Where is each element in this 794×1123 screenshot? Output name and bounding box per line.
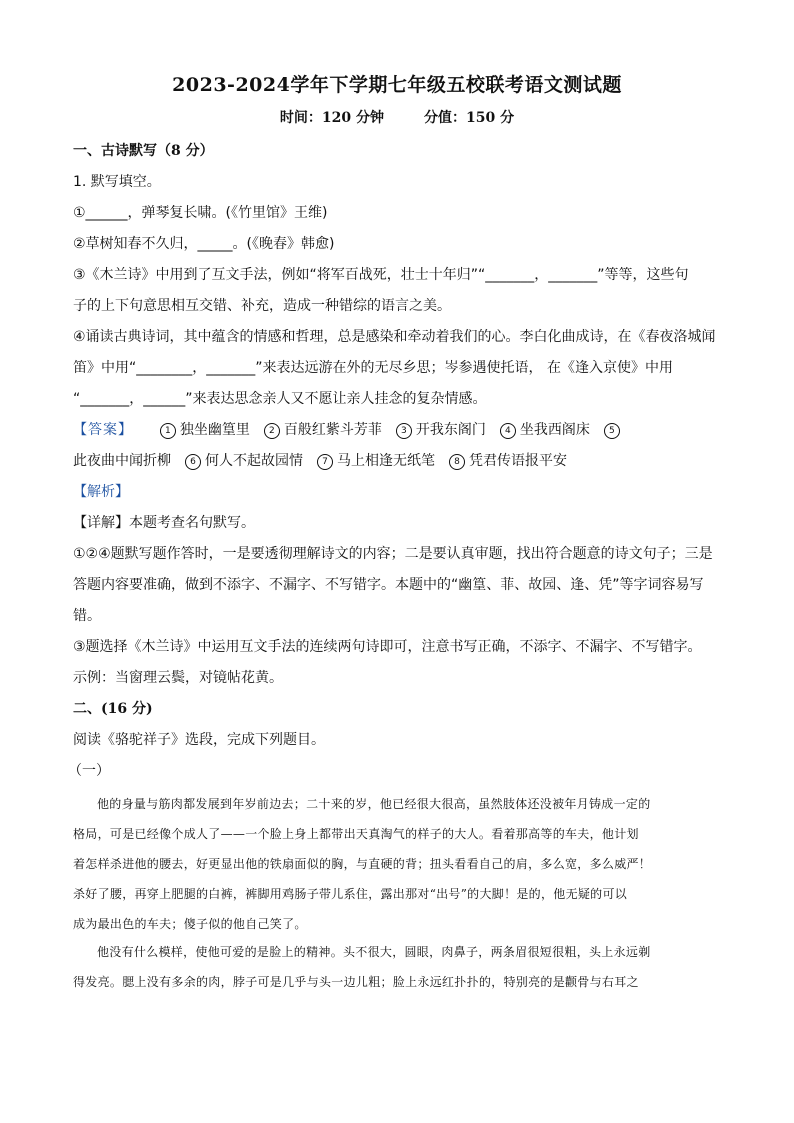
- example-line: 示例：当窗理云鬓，对镜帖花黄。: [73, 670, 283, 686]
- fill-item-3-line1: ③《木兰诗》中用到了互文手法，例如“将军百战死，壮士十年归”“_______，_______”等等，这些句: [73, 267, 689, 283]
- detail-2-line1: ①②④题默写题作答时，一是要透彻理解诗文的内容；二是要认真审题，找出符合题意的诗文句子；三是: [73, 546, 713, 562]
- answer-text: 坐我西阁床: [519, 422, 590, 438]
- answer-number-circle: 7: [317, 454, 333, 470]
- fill-item-4-line2: 笛》中用“________，_______”来表达远游在外的无尽乡思；岑参遇使托语， 在《逢入京使》中用: [73, 360, 673, 376]
- answer-number-circle: 1: [160, 423, 176, 439]
- answer-item: [396, 420, 486, 440]
- detail-2-line2: 答题内容要准确，做到不添字、不漏字、不写错字。本题中的“幽篁、菲、故园、逢、凭”等字词容易写: [73, 577, 704, 593]
- answer-item: [264, 420, 382, 440]
- detail-line: 【详解】本题考查名句默写。: [73, 515, 255, 531]
- answer-text: 开我东阁门: [415, 422, 486, 438]
- answer-number-circle: 6: [185, 454, 201, 470]
- passage-line: 格局，可是已经像个成人了——一个脸上身上都带出天真淘气的样子的大人。看着那高等的车夫，他计划: [73, 827, 639, 841]
- answer-text: 独坐幽篁里: [179, 422, 250, 438]
- answer-number-circle: 2: [264, 423, 280, 439]
- part-label: （一）: [68, 763, 110, 779]
- score-label: 分值：150 分: [424, 110, 515, 126]
- exam-info: [0, 107, 794, 127]
- answer-item: [604, 420, 624, 440]
- answer-line-1: [73, 420, 733, 440]
- passage-line: 他没有什么模样，使他可爱的是脸上的精神。头不很大，圆眼，肉鼻子，两条眉很短很粗，头上永远剃: [97, 945, 651, 959]
- answer-number-circle: 4: [500, 423, 516, 439]
- fill-item-1: ①______，弹琴复长啸。(《竹里馆》王维): [73, 205, 328, 221]
- answer-tag: 【答案】: [73, 422, 133, 438]
- answer-item: [185, 451, 303, 471]
- answer-item: [449, 451, 567, 471]
- time-label: 时间：120 分钟: [279, 110, 384, 126]
- passage-line: 着怎样杀进他的腰去，好更显出他的铁扇面似的胸，与直硬的背；扭头看看自己的肩，多么宽，多么威严！: [73, 857, 652, 871]
- fill-item-2: ②草树知春不久归，_____。(《晚春》韩愈): [73, 236, 335, 252]
- analysis-tag: 【解析】: [73, 484, 129, 500]
- answer-number-circle: 8: [449, 454, 465, 470]
- fill-item-4-line1: ④诵读古典诗词，其中蕴含的情感和哲理，总是感染和牵动着我们的心。李白化曲成诗，在《春夜洛城闻: [73, 329, 716, 345]
- answer-item: [317, 451, 435, 471]
- answer-text: 凭君传语报平安: [469, 453, 567, 469]
- answer-number-circle: 3: [396, 423, 412, 439]
- detail-3-line: ③题选择《木兰诗》中运用互文手法的连续两句诗即可，注意书写正确，不添字、不漏字、不写错字。: [73, 639, 702, 655]
- answer-number-circle: 5: [604, 423, 620, 439]
- section1-heading: 一、古诗默写（8 分）: [73, 143, 214, 159]
- passage-line: 他的身量与筋肉都发展到年岁前边去；二十来的岁，他已经很大很高，虽然肢体还没被年月铸成一定的: [97, 797, 651, 811]
- page-title: 2023-2024学年下学期七年级五校联考语文测试题: [172, 74, 622, 96]
- section2-heading: 二、(16 分): [73, 701, 153, 717]
- answer-text: 何人不起故园情: [205, 453, 303, 469]
- passage-line: 成为最出色的车夫；傻子似的他自己笑了。: [73, 917, 307, 931]
- passage-line: 得发亮。腮上没有多余的肉，脖子可是几乎与头一边儿粗；脸上永远红扑扑的，特别亮的是颧骨与右耳之: [73, 975, 639, 989]
- answer-text: 马上相逢无纸笔: [337, 453, 435, 469]
- fill-item-4-line3: “_______，______”来表达思念亲人又不愿让亲人挂念的复杂情感。: [73, 391, 487, 407]
- answer-item: [73, 451, 171, 471]
- answer-item: [500, 420, 590, 440]
- answer-text: 此夜曲中闻折柳: [73, 453, 171, 469]
- answer-line-2: [73, 451, 733, 471]
- section2-intro: 阅读《骆驼祥子》选段，完成下列题目。: [73, 732, 325, 748]
- answer-item: [160, 420, 250, 440]
- passage-line: 杀好了腰，再穿上肥腿的白裤，裤脚用鸡肠子带儿系住，露出那对“出号”的大脚！是的，他无疑的可以: [73, 887, 628, 901]
- detail-2-line3: 错。: [73, 608, 101, 624]
- fill-item-3-line2: 子的上下句意思相互交错、补充，造成一种错综的语言之美。: [73, 298, 451, 314]
- answer-text: 百般红紫斗芳菲: [283, 422, 382, 438]
- question-1: 1. 默写填空。: [73, 174, 161, 190]
